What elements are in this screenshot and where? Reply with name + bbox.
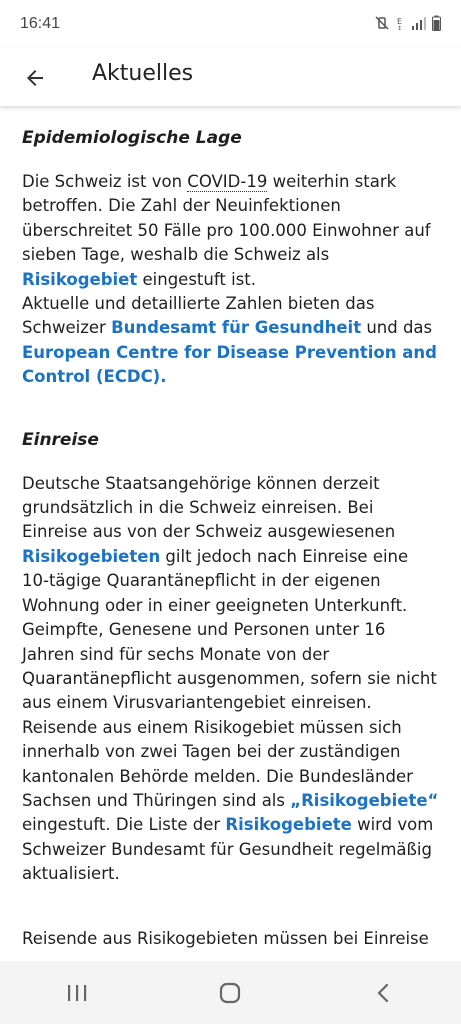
link-risikogebieten[interactable]: Risikogebieten <box>22 546 161 566</box>
link-bundesamt-gesundheit[interactable]: Bundesamt für Gesundheit <box>111 318 362 338</box>
section-partial-text: Reisende aus Risikogebieten müssen bei Einreise <box>22 928 429 948</box>
recent-apps-button[interactable] <box>47 968 107 1018</box>
status-icons <box>374 15 441 31</box>
text: Deutsche Staatsangehörige können derzeit grundsätzlich in die Schweiz einreisen. Bei Einreise aus von der Schweiz ausgewiesenen <box>22 473 396 542</box>
section-epidemiologische-lage <box>22 128 439 390</box>
nav-back-button[interactable] <box>354 968 414 1018</box>
section-heading: Einreise <box>22 429 99 450</box>
link-risikogebiete[interactable]: Risikogebiete <box>225 815 352 835</box>
home-button[interactable] <box>200 968 260 1018</box>
home-icon <box>218 981 242 1005</box>
text: Die Schweiz ist von <box>22 172 188 191</box>
text: eingestuft. Die Liste der <box>22 815 226 835</box>
status-bar <box>0 0 461 48</box>
recent-apps-icon <box>65 982 89 1004</box>
battery-icon <box>432 15 441 31</box>
back-icon <box>372 981 396 1005</box>
text: eingestuft ist. <box>137 269 256 289</box>
content-scroll[interactable] <box>0 106 461 961</box>
back-button[interactable] <box>14 57 56 99</box>
section-paragraph <box>22 170 439 292</box>
status-time: 16:41 <box>20 15 61 32</box>
text: und das <box>361 318 433 338</box>
svg-text:E: E <box>397 17 403 26</box>
page-title: Aktuelles <box>92 61 194 86</box>
section-einreise <box>22 430 439 887</box>
text: wird vom Schweizer Bundesamt für Gesundheit regelmäßig aktualisiert. <box>22 815 434 884</box>
signal-icon <box>412 16 426 30</box>
arrow-back-icon <box>23 66 47 90</box>
mute-vibrate-icon <box>374 15 390 31</box>
system-nav-bar <box>0 961 461 1024</box>
app-bar <box>0 48 461 106</box>
section-heading: Epidemiologische Lage <box>22 128 242 148</box>
svg-text:↕: ↕ <box>397 25 403 31</box>
section-paragraph <box>22 292 439 390</box>
text: Aktuelle und detaillierte Zahlen bieten das Schweizer <box>22 294 375 338</box>
link-risikogebiete-quoted[interactable]: „Risikogebiete“ <box>290 790 439 810</box>
text: weiterhin stark betroffen. Die Zahl der Neuinfektionen überschreitet 50 Fälle pro 100.000 Einwohner auf sieben Tage, weshalb die Schweiz als <box>22 172 431 265</box>
link-ecdc[interactable]: European Centre for Disease Prevention and Control (ECDC). <box>22 342 437 387</box>
section-paragraph <box>22 472 439 887</box>
data-e-icon <box>396 15 406 31</box>
link-risikogebiet[interactable]: Risikogebiet <box>22 269 138 289</box>
covid-abbr[interactable]: COVID-19 <box>187 172 268 191</box>
text: gilt jedoch nach Einreise eine 10-tägige Quarantänepflicht in der eigenen Wohnung oder in einer geeigneten Unterkunft. Geimpfte, Genesene und Personen unter 16 Jahren sind für sechs Monate von der Quarantänepflicht ausgenommen, sofern sie nicht aus einem Virusvariantengebiet einreisen. Reisende aus einem Risikogebiet müssen sich innerhalb von zwei Tagen bei der zuständigen kantonalen Behörde melden. Die Bundesländer Sachsen und Thüringen sind als <box>22 546 437 810</box>
